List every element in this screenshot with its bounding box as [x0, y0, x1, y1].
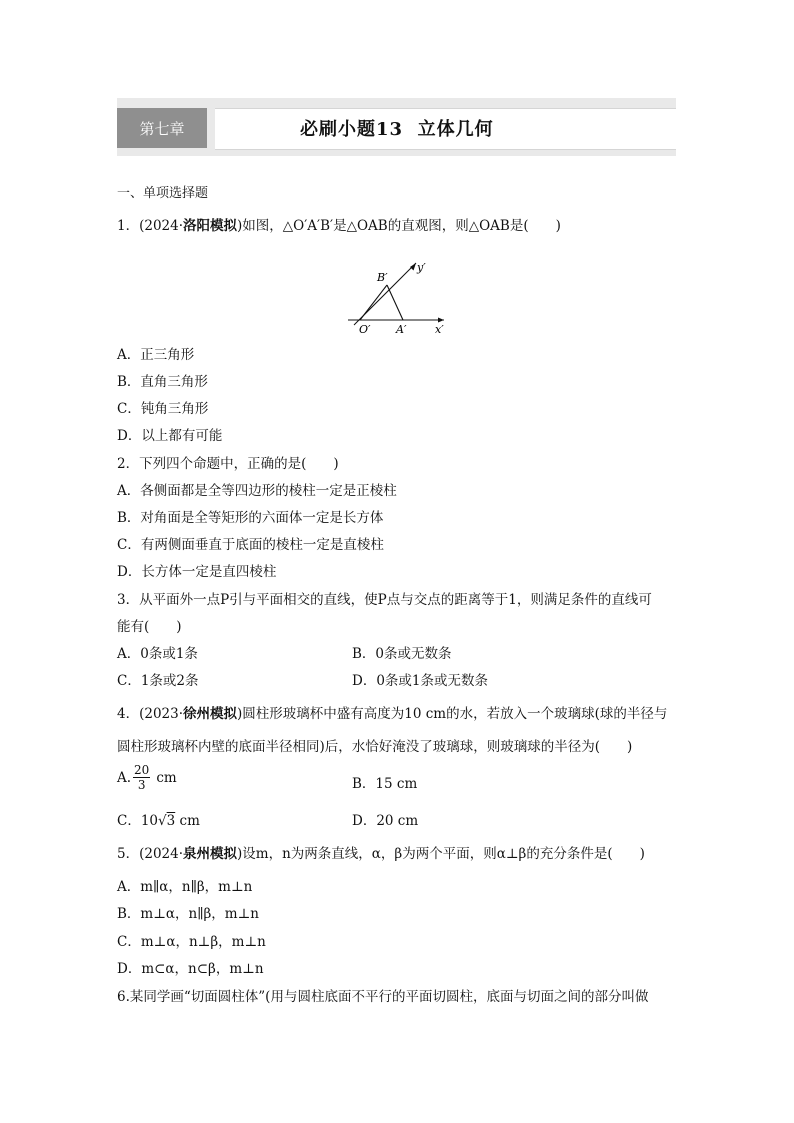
q1-option-b: B．直角三角形: [117, 374, 208, 390]
q3-option-a: A．0条或1条: [117, 646, 198, 662]
q4-option-b: B．15 cm: [352, 776, 418, 792]
q3-option-b: B．0条或无数条: [352, 646, 452, 662]
q5-option-b: B．m⊥α，n∥β，m⊥n: [117, 906, 259, 922]
q4-option-c: C．10√3 cm: [117, 813, 200, 829]
question-6-stem: 6.某同学画“切面圆柱体”(用与圆柱底面不平行的平面切圆柱，底面与切面之间的部分叫做: [117, 989, 649, 1005]
question-3-stem-line1: 3．从平面外一点P引与平面相交的直线，使P点与交点的距离等于1，则满足条件的直线可: [117, 592, 652, 608]
sqrt-sign: √: [158, 813, 167, 829]
q2-option-b: B．对角面是全等矩形的六面体一定是长方体: [117, 510, 384, 526]
q5-option-c: C．m⊥α，n⊥β，m⊥n: [117, 934, 266, 950]
q2-option-a: A．各侧面都是全等四边形的棱柱一定是正棱柱: [117, 483, 397, 499]
label-y: y′: [417, 261, 426, 274]
q3-option-c: C．1条或2条: [117, 673, 199, 689]
side-b-a: [387, 285, 403, 320]
question-1-stem: 1．(2024·洛阳模拟)如图，△O′A′B′是△OAB的直观图，则△OAB是( ): [117, 218, 561, 234]
q1-option-c: C．钝角三角形: [117, 401, 209, 417]
label-x: x′: [435, 323, 444, 335]
fraction: 20 3: [134, 763, 150, 792]
label-b: B′: [377, 271, 388, 284]
section-heading: 一、单项选择题: [117, 186, 209, 201]
label-a: A′: [396, 323, 407, 335]
q3-option-d: D．0条或1条或无数条: [352, 673, 489, 689]
q1-option-a: A．正三角形: [117, 347, 195, 363]
q5-option-d: D．m⊂α，n⊂β，m⊥n: [117, 961, 264, 977]
q4-option-a: A. 20 3 cm: [117, 763, 177, 792]
chapter-tab: 第七章: [117, 108, 207, 148]
y-axis-arrow: [410, 263, 416, 271]
q5-option-a: A．m∥α，n∥β，m⊥n: [117, 879, 253, 895]
x-axis-arrow: [438, 318, 444, 323]
page-title: 必刷小题13 立体几何: [300, 119, 494, 140]
question-4-stem-line2: 圆柱形玻璃杯内壁的底面半径相同)后，水恰好淹没了玻璃球，则玻璃球的半径为( ): [117, 739, 633, 755]
question-5-stem: 5．(2024·泉州模拟)设m，n为两条直线，α，β为两个平面，则α⊥β的充分条件是( ): [117, 846, 645, 862]
label-o: O′: [359, 323, 371, 335]
question-2-stem: 2．下列四个命题中，正确的是( ): [117, 456, 339, 472]
q4-option-d: D．20 cm: [352, 813, 419, 829]
q1-option-d: D．以上都有可能: [117, 428, 223, 444]
q2-option-d: D．长方体一定是直四棱柱: [117, 564, 277, 580]
question-3-stem-line2: 能有( ): [117, 619, 182, 635]
q2-option-c: C．有两侧面垂直于底面的棱柱一定是直棱柱: [117, 537, 384, 553]
question-4-stem-line1: 4．(2023·徐州模拟)圆柱形玻璃杯中盛有高度为10 cm的水，若放入一个玻璃球(球的半径与: [117, 706, 668, 722]
oblique-triangle-figure: [340, 255, 450, 335]
side-o-b: [360, 285, 387, 320]
